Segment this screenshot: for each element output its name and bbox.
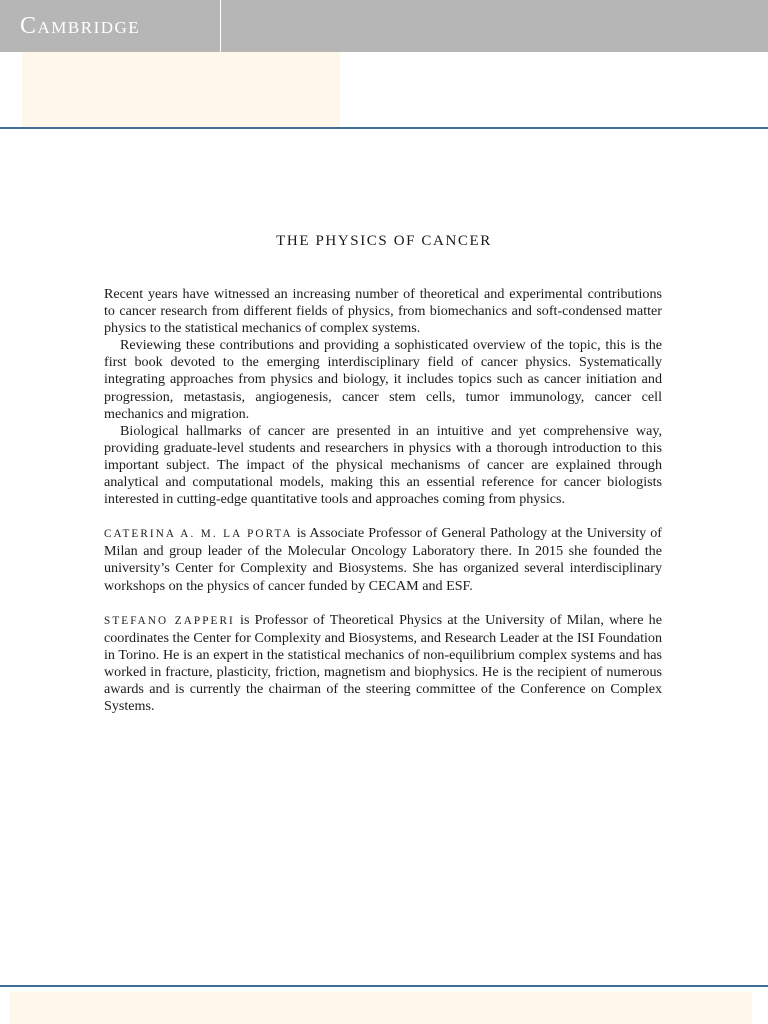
author-name: STEFANO ZAPPERI xyxy=(104,614,235,627)
publisher-logo: Cambridge xyxy=(20,12,141,39)
author-bio xyxy=(104,612,662,716)
bottom-rule xyxy=(0,985,768,987)
book-title: THE PHYSICS OF CANCER xyxy=(276,233,492,249)
top-rule xyxy=(0,127,768,129)
author-bio-text: is Associate Professor of General Pathology at the University of Milan and group leader of the Molecular Oncology Laboratory there. In 2015 she founded the university’s Center for Complexity and Biosystems. She has organized several interdisciplinary workshops on the physics of cancer funded by CECAM and ESF. xyxy=(104,525,662,594)
header-divider xyxy=(220,0,221,52)
author-bio xyxy=(104,525,662,594)
author-name: CATERINA A. M. LA PORTA xyxy=(104,528,293,541)
footer-cream-panel xyxy=(10,992,752,1024)
header-bar xyxy=(0,0,768,52)
description-paragraph: Reviewing these contributions and providing a sophisticated overview of the topic, this is the first book devoted to the emerging interdisciplinary field of cancer physics. Systematically integrating approaches from physics and biology, it includes topics such as cancer initiation and progression, metastasis, angiogenesis, cancer stem cells, tumor immunology, cancer cell mechanics and migration. xyxy=(104,337,662,422)
book-description xyxy=(104,286,662,715)
description-paragraph: Biological hallmarks of cancer are presented in an intuitive and yet comprehensive way, providing graduate-level students and researchers in physics with a thorough introduction to this important subject. The impact of the physical mechanisms of cancer are explained through analytical and computational models, making this an essential reference for cancer biologists interested in cutting-edge quantitative tools and approaches coming from physics. xyxy=(104,422,662,508)
description-paragraph: Recent years have witnessed an increasing number of theoretical and experimental contributions to cancer research from different fields of physics, from biomechanics and soft-condensed matter physics to the statistical mechanics of complex systems. xyxy=(104,286,662,337)
header-cream-panel xyxy=(22,52,340,127)
author-bio-text: is Professor of Theoretical Physics at the University of Milan, where he coordinates the Center for Complexity and Biosystems, and Research Leader at the ISI Foundation in Torino. He is an expert in the statistical mechanics of non-equilibrium complex systems and has worked in fracture, plasticity, friction, magnetism and biophysics. He is the recipient of numerous awards and is currently the chairman of the steering committee of the Conference on Complex Systems. xyxy=(104,611,662,715)
